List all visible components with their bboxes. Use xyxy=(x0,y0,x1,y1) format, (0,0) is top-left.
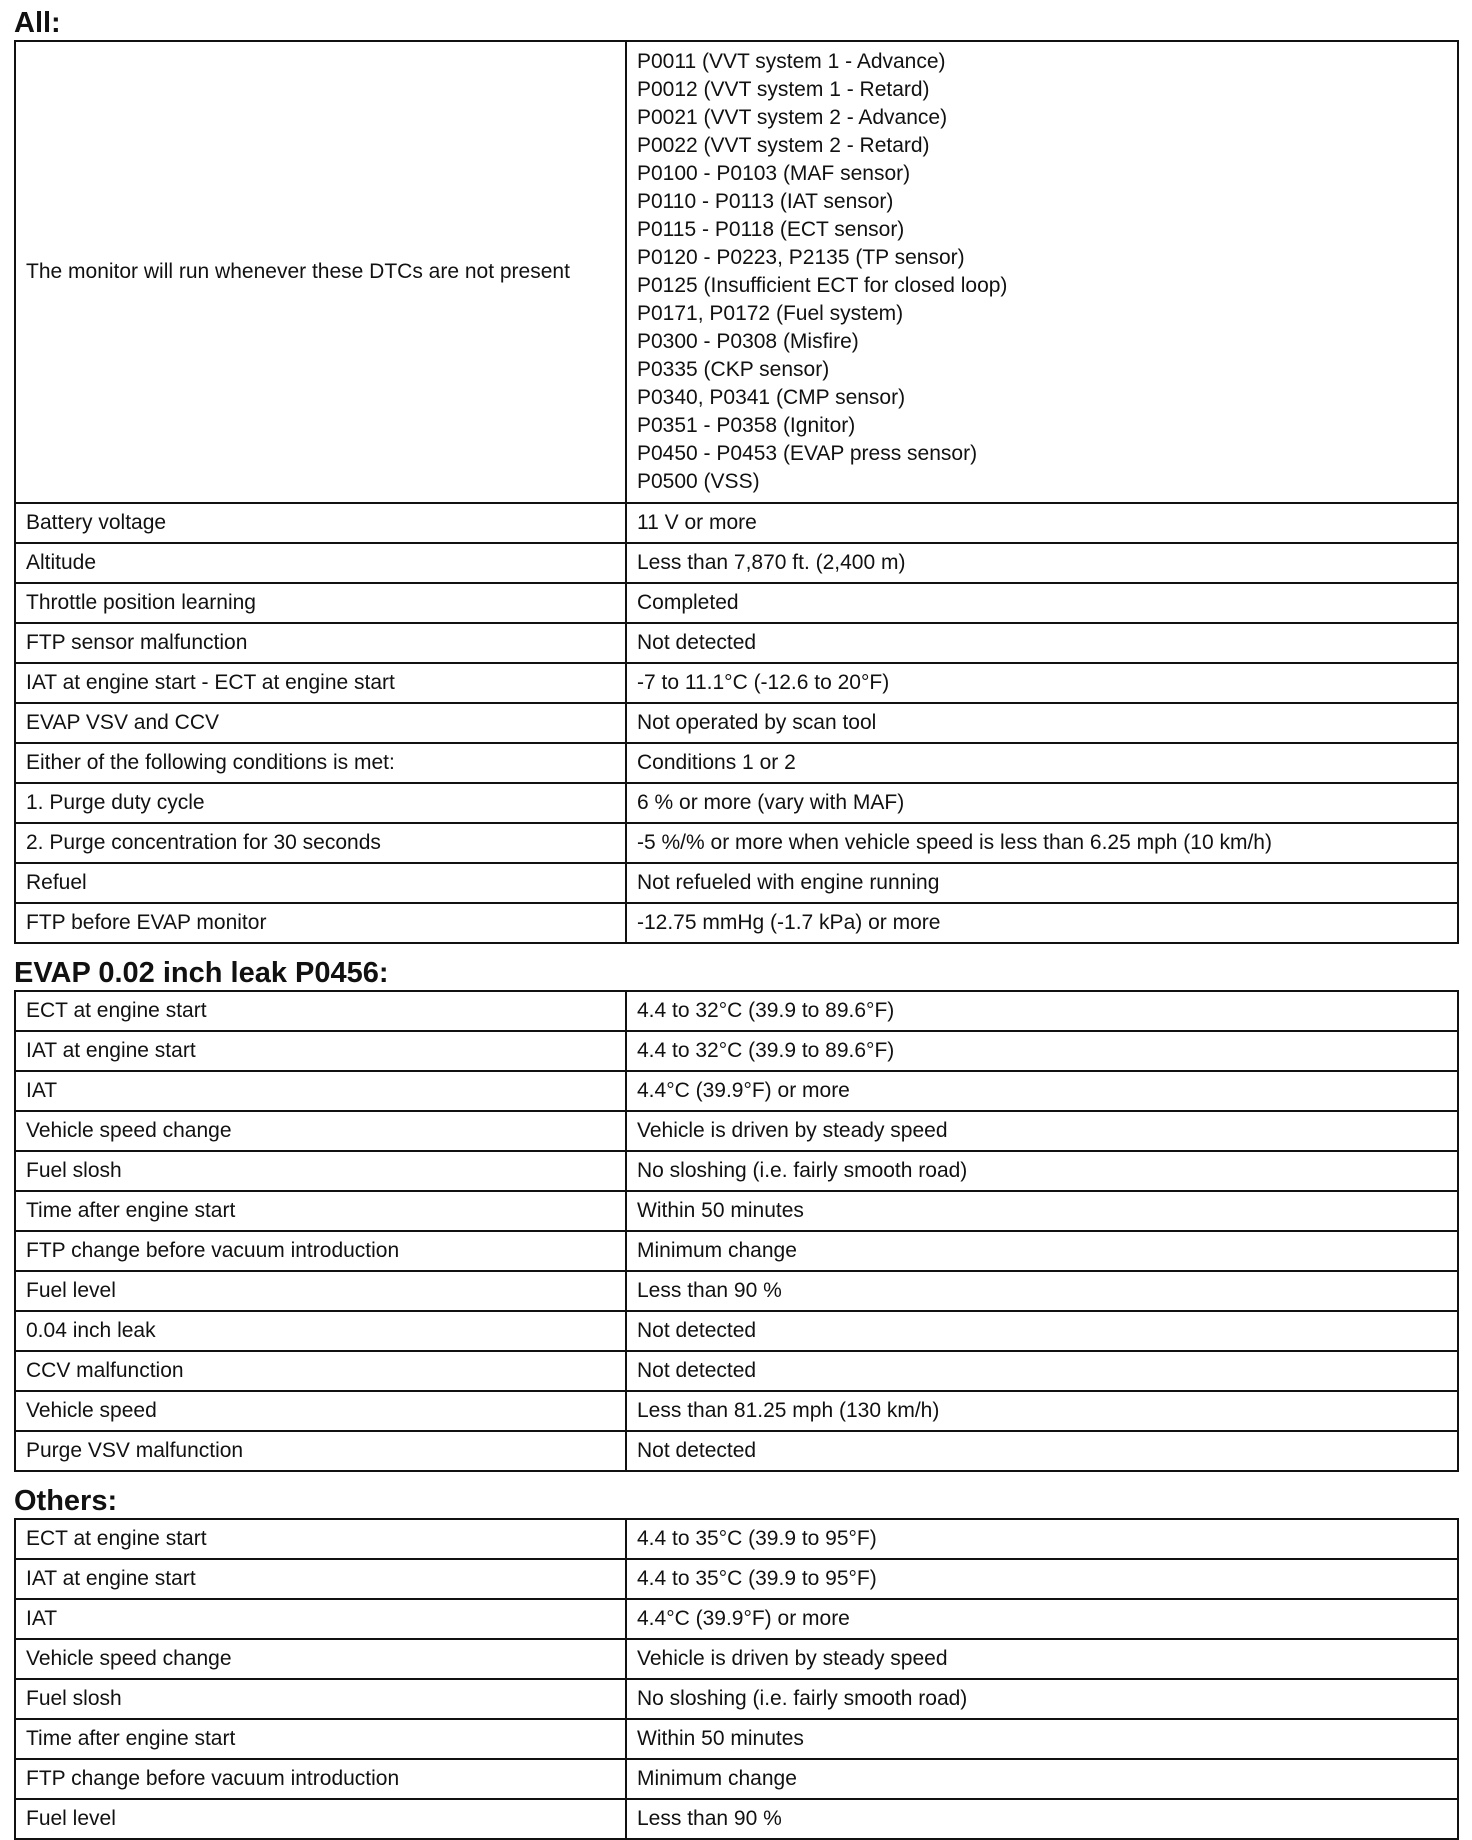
table-row xyxy=(15,1071,1458,1111)
condition-label: IAT xyxy=(15,1599,626,1639)
condition-value: No sloshing (i.e. fairly smooth road) xyxy=(626,1679,1458,1719)
dtc-item: P0351 - P0358 (Ignitor) xyxy=(637,414,856,437)
condition-value: Less than 81.25 mph (130 km/h) xyxy=(626,1391,1458,1431)
dtc-list xyxy=(626,41,1458,503)
table-row xyxy=(15,1719,1458,1759)
table-row xyxy=(15,1351,1458,1391)
dtc-item: P0500 (VSS) xyxy=(637,470,760,493)
table-row xyxy=(15,1599,1458,1639)
condition-value: -5 %/% or more when vehicle speed is less than 6.25 mph (10 km/h) xyxy=(626,823,1458,863)
condition-label: Refuel xyxy=(15,863,626,903)
condition-value: Vehicle is driven by steady speed xyxy=(626,1111,1458,1151)
conditions-table-evap-leak xyxy=(14,990,1459,1472)
dtc-item: P0300 - P0308 (Misfire) xyxy=(637,330,859,353)
table-row xyxy=(15,1191,1458,1231)
condition-value: Minimum change xyxy=(626,1759,1458,1799)
table-row xyxy=(15,1679,1458,1719)
condition-value: Less than 7,870 ft. (2,400 m) xyxy=(626,543,1458,583)
condition-label: Fuel slosh xyxy=(15,1679,626,1719)
table-row xyxy=(15,1311,1458,1351)
table-row xyxy=(15,1151,1458,1191)
table-row xyxy=(15,1031,1458,1071)
table-row xyxy=(15,703,1458,743)
table-row xyxy=(15,583,1458,623)
condition-value: Not detected xyxy=(626,623,1458,663)
condition-label: Fuel level xyxy=(15,1799,626,1839)
condition-label: Either of the following conditions is met: xyxy=(15,743,626,783)
condition-value: Within 50 minutes xyxy=(626,1719,1458,1759)
table-row xyxy=(15,1391,1458,1431)
condition-label: Fuel level xyxy=(15,1271,626,1311)
condition-value: -7 to 11.1°C (-12.6 to 20°F) xyxy=(626,663,1458,703)
condition-value: 6 % or more (vary with MAF) xyxy=(626,783,1458,823)
condition-label: Battery voltage xyxy=(15,503,626,543)
table-row xyxy=(15,1559,1458,1599)
dtc-item: P0022 (VVT system 2 - Retard) xyxy=(637,134,930,157)
section-heading-all: All: xyxy=(14,7,61,39)
section-heading-others: Others: xyxy=(14,1485,118,1517)
section-heading-evap-leak: EVAP 0.02 inch leak P0456: xyxy=(14,957,389,989)
condition-label: Time after engine start xyxy=(15,1191,626,1231)
table-row xyxy=(15,903,1458,943)
condition-value: Within 50 minutes xyxy=(626,1191,1458,1231)
condition-label: 2. Purge concentration for 30 seconds xyxy=(15,823,626,863)
table-row xyxy=(15,1231,1458,1271)
condition-label: IAT at engine start xyxy=(15,1031,626,1071)
dtc-item: P0450 - P0453 (EVAP press sensor) xyxy=(637,442,978,465)
condition-value: 4.4 to 35°C (39.9 to 95°F) xyxy=(626,1559,1458,1599)
conditions-table-others xyxy=(14,1518,1459,1840)
table-row xyxy=(15,503,1458,543)
table-row xyxy=(15,41,1458,503)
condition-value: 11 V or more xyxy=(626,503,1458,543)
condition-label: EVAP VSV and CCV xyxy=(15,703,626,743)
condition-label: Vehicle speed xyxy=(15,1391,626,1431)
condition-label: Fuel slosh xyxy=(15,1151,626,1191)
table-row xyxy=(15,1111,1458,1151)
table-row xyxy=(15,623,1458,663)
table-row xyxy=(15,1639,1458,1679)
dtc-item: P0171, P0172 (Fuel system) xyxy=(637,302,904,325)
condition-value: 4.4°C (39.9°F) or more xyxy=(626,1071,1458,1111)
dtc-item: P0120 - P0223, P2135 (TP sensor) xyxy=(637,246,965,269)
condition-label: ECT at engine start xyxy=(15,991,626,1031)
condition-value: 4.4 to 32°C (39.9 to 89.6°F) xyxy=(626,1031,1458,1071)
dtc-item: P0110 - P0113 (IAT sensor) xyxy=(637,190,894,213)
condition-label: 0.04 inch leak xyxy=(15,1311,626,1351)
condition-value: Not detected xyxy=(626,1311,1458,1351)
table-row xyxy=(15,991,1458,1031)
condition-value: Less than 90 % xyxy=(626,1799,1458,1839)
condition-value: 4.4 to 32°C (39.9 to 89.6°F) xyxy=(626,991,1458,1031)
table-row xyxy=(15,1759,1458,1799)
dtc-item: P0125 (Insufficient ECT for closed loop) xyxy=(637,274,1008,297)
table-row xyxy=(15,1519,1458,1559)
condition-value: Not detected xyxy=(626,1431,1458,1471)
table-row xyxy=(15,1271,1458,1311)
condition-value: Minimum change xyxy=(626,1231,1458,1271)
condition-value: Less than 90 % xyxy=(626,1271,1458,1311)
dtc-item: P0012 (VVT system 1 - Retard) xyxy=(637,78,930,101)
condition-label: Vehicle speed change xyxy=(15,1111,626,1151)
condition-value: Not refueled with engine running xyxy=(626,863,1458,903)
conditions-table-all xyxy=(14,40,1459,944)
dtc-item: P0100 - P0103 (MAF sensor) xyxy=(637,162,911,185)
table-row xyxy=(15,743,1458,783)
condition-label: ECT at engine start xyxy=(15,1519,626,1559)
condition-value: Conditions 1 or 2 xyxy=(626,743,1458,783)
condition-value: -12.75 mmHg (-1.7 kPa) or more xyxy=(626,903,1458,943)
table-row xyxy=(15,863,1458,903)
condition-label: FTP change before vacuum introduction xyxy=(15,1759,626,1799)
condition-label: The monitor will run whenever these DTCs are not present xyxy=(15,41,626,503)
condition-label: Purge VSV malfunction xyxy=(15,1431,626,1471)
condition-value: Not operated by scan tool xyxy=(626,703,1458,743)
table-row xyxy=(15,1799,1458,1839)
dtc-item: P0021 (VVT system 2 - Advance) xyxy=(637,106,948,129)
condition-label: CCV malfunction xyxy=(15,1351,626,1391)
condition-value: Completed xyxy=(626,583,1458,623)
dtc-item: P0340, P0341 (CMP sensor) xyxy=(637,386,906,409)
condition-label: Altitude xyxy=(15,543,626,583)
dtc-item: P0011 (VVT system 1 - Advance) xyxy=(637,50,946,73)
table-row xyxy=(15,783,1458,823)
condition-label: IAT at engine start xyxy=(15,1559,626,1599)
table-row xyxy=(15,1431,1458,1471)
condition-label: Time after engine start xyxy=(15,1719,626,1759)
condition-label: FTP before EVAP monitor xyxy=(15,903,626,943)
condition-label: FTP change before vacuum introduction xyxy=(15,1231,626,1271)
dtc-item: P0115 - P0118 (ECT sensor) xyxy=(637,218,905,241)
condition-label: IAT at engine start - ECT at engine start xyxy=(15,663,626,703)
condition-value: 4.4°C (39.9°F) or more xyxy=(626,1599,1458,1639)
condition-value: Vehicle is driven by steady speed xyxy=(626,1639,1458,1679)
condition-value: Not detected xyxy=(626,1351,1458,1391)
table-row xyxy=(15,823,1458,863)
table-row xyxy=(15,663,1458,703)
condition-label: Throttle position learning xyxy=(15,583,626,623)
condition-value: No sloshing (i.e. fairly smooth road) xyxy=(626,1151,1458,1191)
condition-label: IAT xyxy=(15,1071,626,1111)
dtc-item: P0335 (CKP sensor) xyxy=(637,358,830,381)
condition-label: Vehicle speed change xyxy=(15,1639,626,1679)
table-row xyxy=(15,543,1458,583)
condition-label: FTP sensor malfunction xyxy=(15,623,626,663)
condition-label: 1. Purge duty cycle xyxy=(15,783,626,823)
condition-value: 4.4 to 35°C (39.9 to 95°F) xyxy=(626,1519,1458,1559)
